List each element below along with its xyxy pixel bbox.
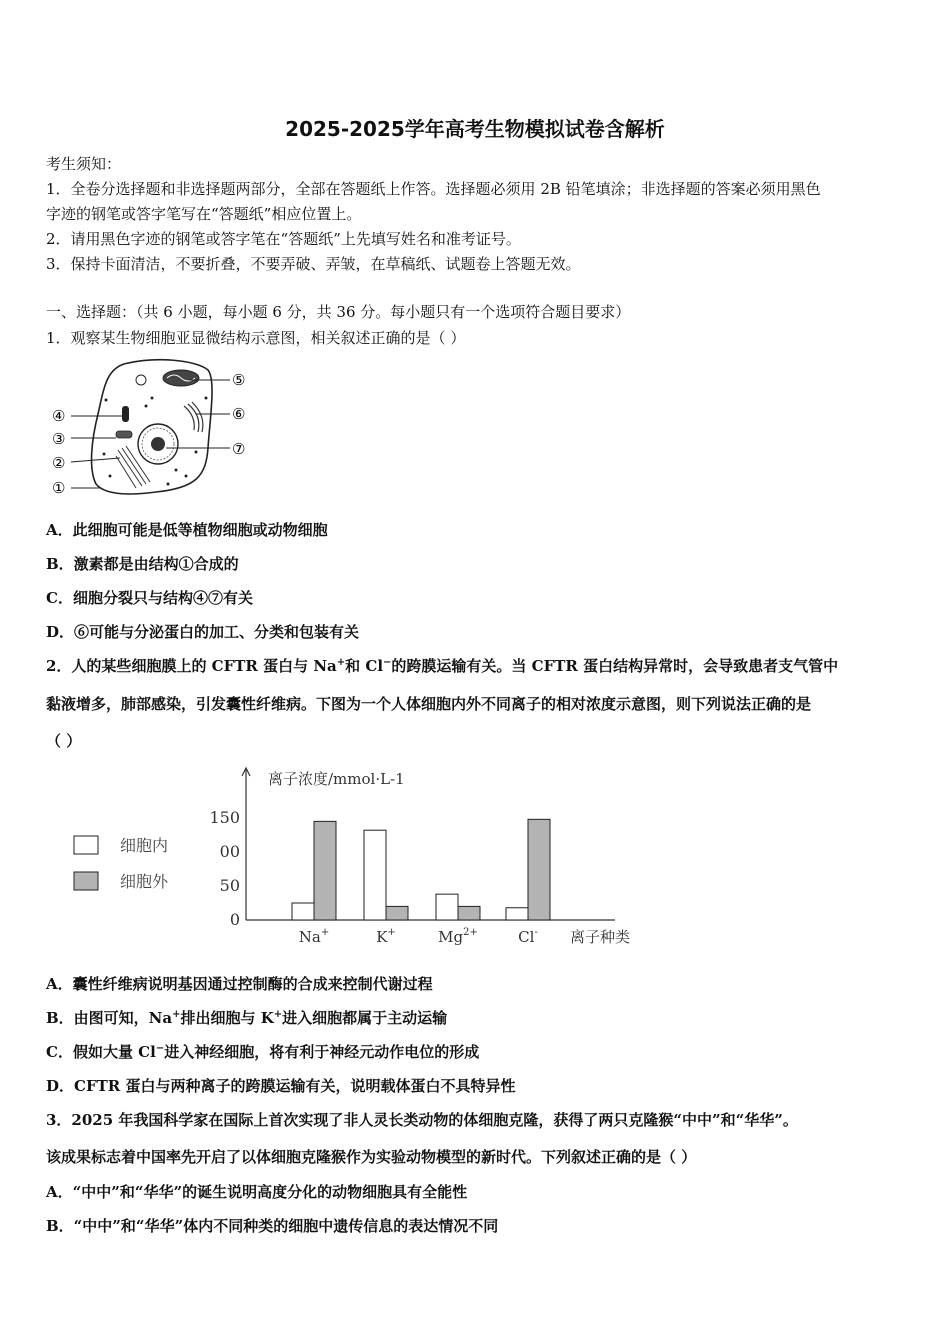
category-label: $Mg^{2+}$ (438, 927, 478, 946)
q3-stem-line-2: 该成果标志着中国率先开启了以体细胞克隆猴作为实验动物模型的新时代。下列叙述正确的是（ ） (46, 1148, 697, 1166)
label-1: ① (52, 479, 66, 497)
page-title: 2025-2025学年高考生物模拟试卷含解析 (285, 117, 665, 141)
notice-item-1a: 1．全卷分选择题和非选择题两部分，全部在答题纸上作答。选择题必须用 2B 铅笔填涂；非选择题的答案必须用黑色 (46, 180, 821, 198)
q2-option-a: A．囊性纤维病说明基因通过控制酶的合成来控制代谢过程 (46, 975, 433, 993)
y-tick-label: 0 (229, 910, 240, 929)
bar (386, 906, 408, 920)
label-2: ② (52, 454, 66, 472)
legend-label: 细胞外 (120, 872, 169, 891)
chart-ylabel: 离子浓度/mmol·L-1 (268, 770, 405, 788)
label-4: ④ (52, 407, 66, 425)
legend-swatch (74, 872, 98, 890)
y-tick-label: 150 (209, 807, 240, 827)
bar (436, 894, 458, 920)
q1-stem: 1．观察某生物细胞亚显微结构示意图，相关叙述正确的是（ ） (46, 329, 466, 347)
category-label: K+ (376, 927, 396, 946)
q2-stem-line-3: （ ） (46, 732, 82, 750)
notice-heading: 考生须知： (46, 155, 122, 173)
y-tick-label: 50 (219, 875, 240, 895)
bar (458, 906, 480, 920)
q1-option-c: C．细胞分裂只与结构④⑦有关 (46, 589, 253, 607)
q1-option-b: B．激素都是由结构①合成的 (46, 555, 239, 573)
notice-item-1b: 字迹的钢笔或答字笔写在“答题纸”相应位置上。 (46, 205, 362, 223)
notice-item-3: 3．保持卡面清洁，不要折叠，不要弄破、弄皱，在草稿纸、试题卷上答题无效。 (46, 255, 581, 273)
q2-option-c: C．假如大量 Cl−进入神经细胞，将有利于神经元动作电位的形成 (46, 1043, 480, 1061)
section-heading: 一、选择题：（共 6 小题，每小题 6 分，共 36 分。每小题只有一个选项符合题目要求） (46, 303, 631, 321)
label-5: ⑤ (232, 371, 246, 389)
chart-bars (292, 819, 550, 920)
bar (506, 908, 528, 920)
legend-label: 细胞内 (120, 836, 169, 855)
label-3: ③ (52, 430, 66, 448)
q2-stem-line-2: 黏液增多，肺部感染，引发囊性纤维病。下图为一个人体细胞内外不同离子的相对浓度示意图，则下列说法正确的是 (46, 695, 812, 713)
chart-xlabel: 离子种类 (570, 928, 631, 946)
bar (364, 830, 386, 920)
bar (314, 821, 336, 920)
category-charge: 2+ (463, 927, 478, 938)
category-label: Na+ (298, 927, 330, 946)
category-charge: + (320, 927, 330, 938)
bar (528, 819, 550, 920)
bar (292, 903, 314, 920)
chart-ticks (209, 808, 240, 929)
chart-categories (299, 927, 538, 946)
q2-stem-line-1: 2．人的某些细胞膜上的 CFTR 蛋白与 Na+和 Cl−的跨膜运输有关。当 CFTR 蛋白结构异常时，会导致患者支气管中 (46, 657, 839, 675)
category-label: Cl- (518, 927, 538, 946)
ion-concentration-chart (60, 760, 660, 955)
notice-item-2: 2．请用黑色字迹的钢笔或答字笔在“答题纸”上先填写姓名和准考证号。 (46, 230, 521, 248)
chart-legend (74, 836, 169, 891)
legend-swatch (74, 836, 98, 854)
label-6: ⑥ (232, 405, 246, 423)
q1-option-a: A．此细胞可能是低等植物细胞或动物细胞 (46, 521, 328, 539)
q3-option-b: B．“中中”和“华华”体内不同种类的细胞中遗传信息的表达情况不同 (46, 1217, 499, 1235)
cell-diagram (46, 358, 266, 502)
category-charge: + (387, 927, 396, 938)
y-tick-label: 00 (219, 841, 240, 861)
q2-option-b: B．由图可知，Na+排出细胞与 K+进入细胞都属于主动运输 (46, 1009, 448, 1027)
q3-stem-line-1: 3．2025 年我国科学家在国际上首次实现了非人灵长类动物的体细胞克隆，获得了两只克隆猴“中中”和“华华”。 (46, 1111, 798, 1129)
q3-option-a: A．“中中”和“华华”的诞生说明高度分化的动物细胞具有全能性 (46, 1183, 468, 1201)
chart-axes (242, 768, 615, 920)
category-charge: - (534, 927, 538, 938)
q2-option-d: D．CFTR 蛋白与两种离子的跨膜运输有关，说明载体蛋白不具特异性 (46, 1077, 516, 1095)
label-7: ⑦ (232, 440, 246, 458)
q1-option-d: D．⑥可能与分泌蛋白的加工、分类和包装有关 (46, 623, 360, 641)
